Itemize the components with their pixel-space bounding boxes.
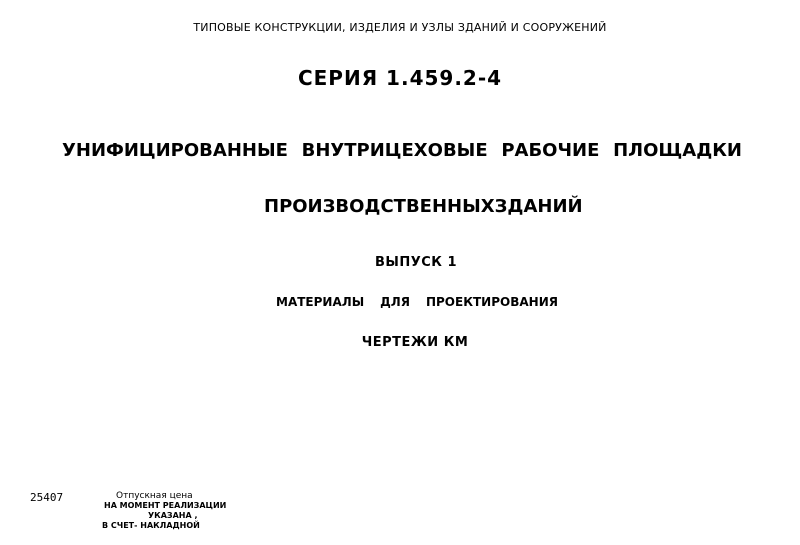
title-word: ПРОИЗВОДСТВЕННЫХ [264,196,495,217]
title-word: УНИФИЦИРОВАННЫЕ [62,140,288,161]
document-title-line-1 [62,140,742,161]
document-title-line-2 [264,196,583,217]
price-note-line: УКАЗАНА , [148,511,198,520]
price-note [102,491,226,531]
price-note-line: НА МОМЕНТ РЕАЛИЗАЦИИ [104,501,227,510]
title-word: ВНУТРИЦЕХОВЫЕ [301,140,488,161]
price-note-line: В СЧЕТ- НАКЛАДНОЙ [102,521,200,530]
materials-subtitle [276,295,558,309]
materials-word: ПРОЕКТИРОВАНИЯ [425,295,558,309]
document-code: 25407 [30,491,64,504]
title-word: РАБОЧИЕ [501,140,600,161]
materials-word: ДЛЯ [380,295,410,309]
title-word: ПЛОЩАДКИ [613,140,742,161]
drawings-subtitle: ЧЕРТЕЖИ КМ [361,335,469,350]
title-word: ЗДАНИЙ [494,196,583,217]
series-number: СЕРИЯ 1.459.2-4 [297,66,503,90]
price-note-line: Отпускная цена [116,491,193,501]
collection-header: ТИПОВЫЕ КОНСТРУКЦИИ, ИЗДЕЛИЯ И УЗЛЫ ЗДАНИЙ И СООРУЖЕНИЙ [193,21,607,34]
issue-number: ВЫПУСК 1 [374,255,458,270]
materials-word: МАТЕРИАЛЫ [276,295,365,309]
